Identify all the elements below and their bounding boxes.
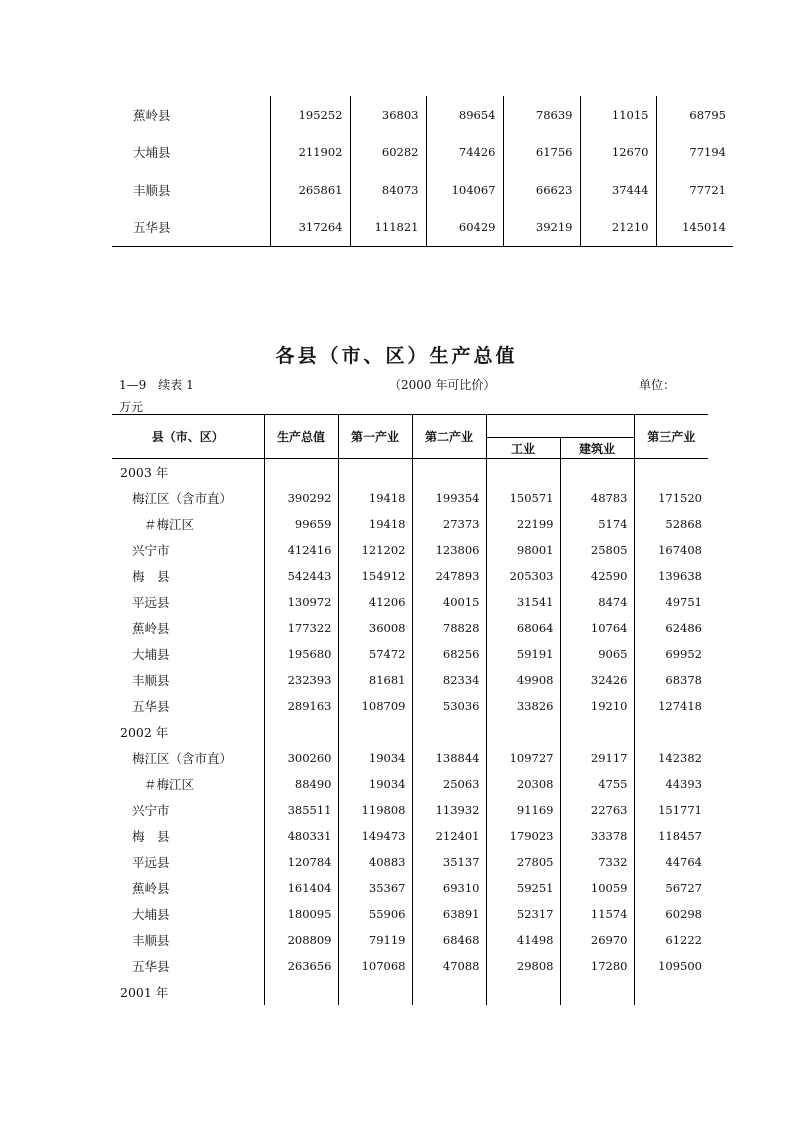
value-cell: 22763 [560,797,634,823]
value-cell: 167408 [658,542,702,557]
value-cell: 48783 [560,485,634,511]
value-cell: 123806 [412,537,486,563]
value-cell: 25805 [560,537,634,563]
value-cell: 60282 [350,134,426,172]
empty-cell [560,459,634,485]
value-cell: 17280 [560,953,634,979]
table-row [112,849,708,875]
value-cell: 11574 [560,901,634,927]
value-cell: 154912 [338,563,412,589]
table-row [112,615,708,641]
value-cell: 31541 [486,589,560,615]
value-cell: 37444 [580,171,656,209]
region-name: 五华县 [112,209,270,247]
value-cell: 139638 [658,568,702,583]
table-row [112,485,708,511]
table-row [112,96,733,134]
value-cell: 21210 [580,209,656,247]
value-cell: 35367 [338,875,412,901]
value-cell: 109500 [658,958,702,973]
year-row [112,459,708,485]
value-cell: 9065 [560,641,634,667]
region-name: 蕉岭县 [112,875,264,901]
region-name: 梅江区（含市直） [112,485,264,511]
value-cell: 53036 [412,693,486,719]
region-name: 蕉岭县 [112,615,264,641]
value-cell: 211902 [270,134,350,172]
value-cell: 41206 [338,589,412,615]
region-name: 丰顺县 [112,171,270,209]
value-cell: 317264 [270,209,350,247]
header-construction: 建筑业 [560,438,634,459]
value-cell: 195680 [264,641,338,667]
value-cell: 49908 [486,667,560,693]
value-cell: 27805 [486,849,560,875]
table-row [112,823,708,849]
value-cell: 25063 [412,771,486,797]
value-cell: 52317 [486,901,560,927]
value-cell: 82334 [412,667,486,693]
region-name: 五华县 [112,953,264,979]
region-name: 大埔县 [112,901,264,927]
value-cell: 69952 [665,646,702,661]
value-cell: 27373 [412,511,486,537]
value-cell: 151771 [658,802,702,817]
value-cell: 47088 [412,953,486,979]
value-cell: 19418 [338,511,412,537]
value-cell: 98001 [486,537,560,563]
value-cell: 81681 [338,667,412,693]
region-name: 梅江区（含市直） [112,745,264,771]
value-cell: 68256 [412,641,486,667]
value-cell: 195252 [270,96,350,134]
empty-cell [338,979,412,1005]
table-row [112,927,708,953]
value-cell: 111821 [350,209,426,247]
value-cell: 4755 [560,771,634,797]
value-cell: 62486 [665,620,702,635]
value-cell: 142382 [658,750,702,765]
table-row [112,797,708,823]
unit-value: 万元 [119,400,144,414]
value-cell: 542443 [264,563,338,589]
empty-cell [634,979,708,1005]
value-cell: 180095 [264,901,338,927]
price-basis-note: （2000 年可比价） [389,378,496,392]
value-cell: 63891 [412,901,486,927]
region-name: 大埔县 [112,641,264,667]
table-row [112,537,708,563]
value-cell: 68378 [665,672,702,687]
value-cell: 88490 [264,771,338,797]
continued-table-top [112,96,733,247]
value-cell: 120784 [264,849,338,875]
header-tertiary: 第三产业 [634,415,708,459]
header-secondary: 第二产业 [412,415,486,459]
value-cell: 119808 [338,797,412,823]
value-cell: 36008 [338,615,412,641]
value-cell: 40015 [412,589,486,615]
value-cell: 36803 [350,96,426,134]
empty-cell [560,979,634,1005]
table-row [112,134,733,172]
value-cell: 55906 [338,901,412,927]
value-cell: 10764 [560,615,634,641]
value-cell: 42590 [560,563,634,589]
value-cell: 84073 [350,171,426,209]
region-name: 五华县 [112,693,264,719]
value-cell: 7332 [560,849,634,875]
value-cell: 26970 [560,927,634,953]
value-cell: 60298 [665,906,702,921]
value-cell: 39219 [503,209,580,247]
header-secondary-breakdown [486,415,634,438]
value-cell: 19210 [560,693,634,719]
value-cell: 69310 [412,875,486,901]
value-cell: 61756 [503,134,580,172]
value-cell: 29808 [486,953,560,979]
table-row [112,693,708,719]
header-region: 县（市、区） [112,415,264,459]
value-cell: 44764 [665,854,702,869]
value-cell: 109727 [486,745,560,771]
value-cell: 77721 [689,182,726,197]
value-cell: 20308 [486,771,560,797]
value-cell: 263656 [264,953,338,979]
value-cell: 99659 [264,511,338,537]
year-label: 2002 年 [112,719,264,745]
value-cell: 22199 [486,511,560,537]
value-cell: 19418 [338,485,412,511]
value-cell: 113932 [412,797,486,823]
value-cell: 149473 [338,823,412,849]
value-cell: 79119 [338,927,412,953]
unit-label: 单位： [639,378,676,392]
table-row [112,171,733,209]
header-gdp: 生产总值 [264,415,338,459]
value-cell: 66623 [503,171,580,209]
table-row [112,771,708,797]
region-name: 大埔县 [112,134,270,172]
value-cell: 40883 [338,849,412,875]
value-cell: 32426 [560,667,634,693]
empty-cell [264,979,338,1005]
value-cell: 41498 [486,927,560,953]
value-cell: 35137 [412,849,486,875]
header-primary: 第一产业 [338,415,412,459]
region-name: 丰顺县 [112,927,264,953]
value-cell: 385511 [264,797,338,823]
value-cell: 74426 [426,134,503,172]
value-cell: 300260 [264,745,338,771]
table-title: 各县（市、区）生产总值 [275,345,518,367]
empty-cell [412,979,486,1005]
header-industry: 工业 [486,438,560,459]
region-name: 兴宁市 [112,797,264,823]
table-number: 1—9 续表 1 [119,378,194,392]
value-cell: 60429 [426,209,503,247]
value-cell: 78639 [503,96,580,134]
value-cell: 212401 [412,823,486,849]
value-cell: 138844 [412,745,486,771]
year-row [112,979,708,1005]
value-cell: 205303 [486,563,560,589]
value-cell: 265861 [270,171,350,209]
value-cell: 107068 [338,953,412,979]
region-name: 蕉岭县 [112,96,270,134]
table-row [112,953,708,979]
value-cell: 179023 [486,823,560,849]
table-row [112,511,708,537]
value-cell: 171520 [658,490,702,505]
empty-cell [486,719,560,745]
value-cell: 177322 [264,615,338,641]
value-cell: 130972 [264,589,338,615]
value-cell: 145014 [656,209,733,247]
value-cell: 59191 [486,641,560,667]
value-cell: 68064 [486,615,560,641]
value-cell: 89654 [426,96,503,134]
region-name: 兴宁市 [112,537,264,563]
value-cell: 10059 [560,875,634,901]
empty-cell [634,459,708,485]
empty-cell [412,719,486,745]
value-cell: 208809 [264,927,338,953]
region-name: 丰顺县 [112,667,264,693]
table-row [112,589,708,615]
value-cell: 118457 [658,828,702,843]
gdp-by-county-table [112,414,708,1005]
region-name: 平远县 [112,849,264,875]
value-cell: 19034 [338,771,412,797]
table-row [112,901,708,927]
region-name: ＃梅江区 [112,511,264,537]
region-name: 梅 县 [112,823,264,849]
empty-cell [560,719,634,745]
value-cell: 104067 [426,171,503,209]
value-cell: 56727 [665,880,702,895]
value-cell: 33826 [486,693,560,719]
empty-cell [486,459,560,485]
value-cell: 412416 [264,537,338,563]
region-name: 梅 县 [112,563,264,589]
value-cell: 19034 [338,745,412,771]
value-cell: 44393 [665,776,702,791]
region-name: 平远县 [112,589,264,615]
value-cell: 57472 [338,641,412,667]
empty-cell [486,979,560,1005]
region-name: ＃梅江区 [112,771,264,797]
value-cell: 33378 [560,823,634,849]
value-cell: 289163 [264,693,338,719]
empty-cell [264,459,338,485]
value-cell: 127418 [658,698,702,713]
value-cell: 61222 [665,932,702,947]
value-cell: 232393 [264,667,338,693]
value-cell: 199354 [412,485,486,511]
year-row [112,719,708,745]
empty-cell [338,459,412,485]
value-cell: 91169 [486,797,560,823]
value-cell: 12670 [580,134,656,172]
table-row [112,641,708,667]
value-cell: 68795 [689,107,726,122]
value-cell: 480331 [264,823,338,849]
table-row [112,209,733,247]
empty-cell [412,459,486,485]
value-cell: 68468 [412,927,486,953]
table-row [112,667,708,693]
value-cell: 390292 [264,485,338,511]
value-cell: 121202 [338,537,412,563]
table-row [112,875,708,901]
table-row [112,745,708,771]
value-cell: 161404 [264,875,338,901]
year-label: 2003 年 [112,459,264,485]
year-label: 2001 年 [112,979,264,1005]
value-cell: 77194 [689,145,726,160]
value-cell: 247893 [412,563,486,589]
table-row [112,563,708,589]
value-cell: 150571 [486,485,560,511]
value-cell: 49751 [665,594,702,609]
value-cell: 5174 [560,511,634,537]
value-cell: 59251 [486,875,560,901]
value-cell: 11015 [580,96,656,134]
value-cell: 8474 [560,589,634,615]
value-cell: 52868 [665,516,702,531]
value-cell: 29117 [560,745,634,771]
empty-cell [338,719,412,745]
empty-cell [264,719,338,745]
value-cell: 108709 [338,693,412,719]
empty-cell [634,719,708,745]
value-cell: 78828 [412,615,486,641]
